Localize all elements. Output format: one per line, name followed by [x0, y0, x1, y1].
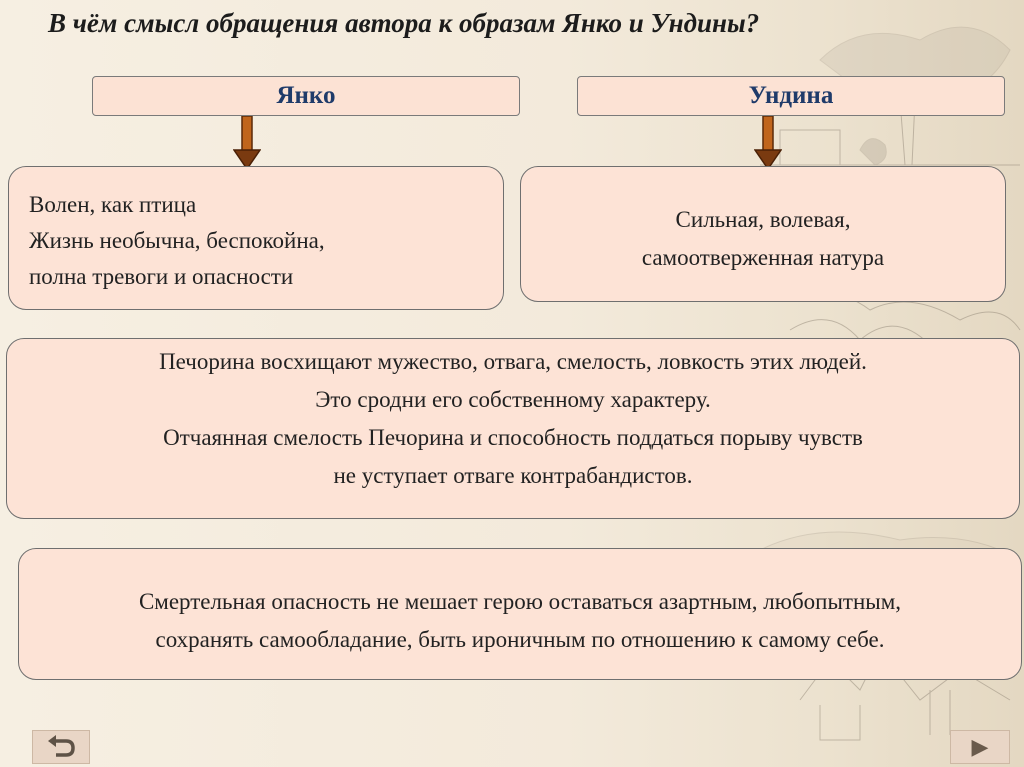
down-arrow-icon	[754, 116, 782, 170]
pechorin-line: Это сродни его собственному характеру.	[315, 387, 711, 412]
yanko-line: Жизнь необычна, беспокойна,	[29, 228, 325, 253]
yanko-description	[8, 166, 504, 310]
pechorin-description	[6, 338, 1020, 519]
undina-line: самоотверженная натура	[641, 245, 885, 270]
danger-line: сохранять самообладание, быть ироничным по отношению к самому себе.	[155, 627, 885, 652]
next-button[interactable]	[950, 730, 1010, 764]
danger-description	[18, 548, 1022, 680]
undina-line: Сильная, волевая,	[675, 207, 851, 232]
undina-header: Ундина	[577, 76, 1005, 116]
undina-description	[520, 166, 1006, 302]
pechorin-line: Печорина восхищают мужество, отвага, смелость, ловкость этих людей.	[159, 349, 867, 374]
pechorin-line: Отчаянная смелость Печорина и способность поддаться порыву чувств	[163, 425, 863, 450]
yanko-line: Волен, как птица	[29, 192, 197, 217]
page-title: В чём смысл обращения автора к образам Янко и Ундины?	[48, 8, 760, 38]
pechorin-line: не уступает отваге контрабандистов.	[333, 463, 693, 488]
yanko-line: полна тревоги и опасности	[29, 264, 294, 289]
play-next-icon: ▶	[971, 734, 989, 759]
danger-line: Смертельная опасность не мешает герою оставаться азартным, любопытным,	[138, 589, 902, 614]
back-button[interactable]	[32, 730, 90, 764]
down-arrow-icon	[233, 116, 261, 170]
yanko-header: Янко	[92, 76, 520, 116]
return-icon	[46, 735, 76, 759]
